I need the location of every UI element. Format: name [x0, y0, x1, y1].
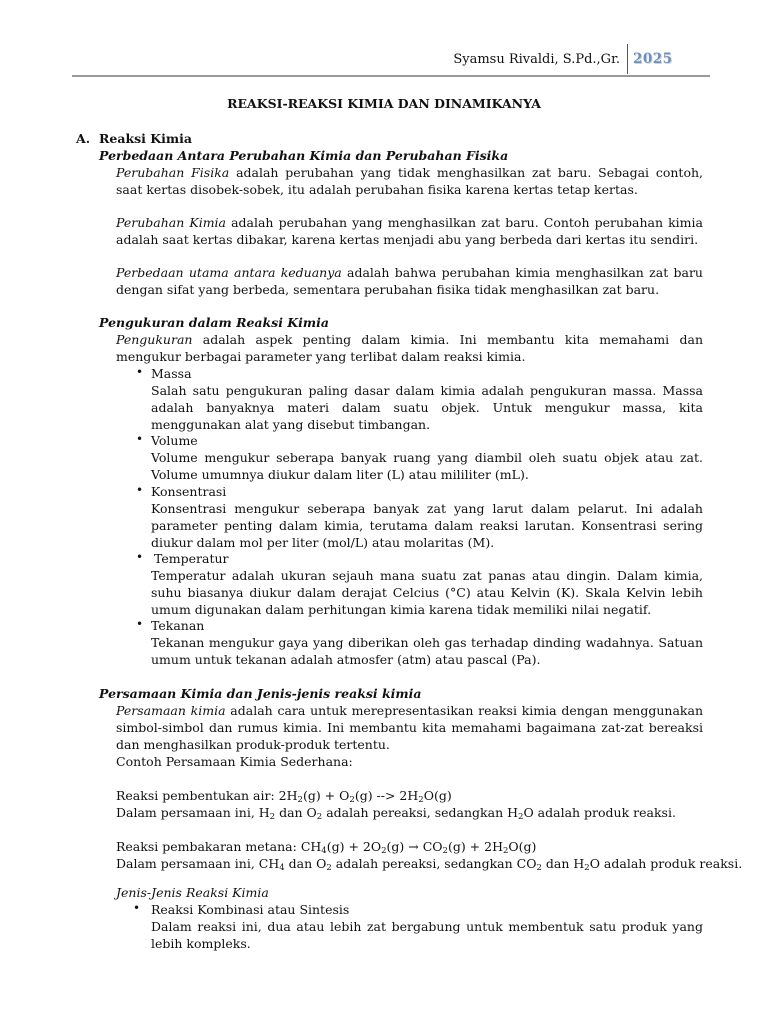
paragraph-perbedaan-utama — [116, 264, 703, 298]
explanation-part: O adalah produk reaksi. — [523, 805, 676, 820]
subheading-perbedaan: Perbedaan Antara Perubahan Kimia dan Perubahan Fisika — [99, 148, 509, 163]
explanation-part: O adalah produk reaksi. — [589, 856, 743, 871]
item-kombinasi-label: Reaksi Kombinasi atau Sintesis — [151, 902, 350, 917]
formula-part: CH — [300, 839, 322, 854]
item-konsentrasi-label: Konsentrasi — [151, 484, 227, 499]
item-konsentrasi-text: Konsentrasi mengukur seberapa banyak zat yang larut dalam pelarut. Ini adalah parameter penting dalam kimia, terutama dalam reaksi larutan. Konsentrasi sering diukur dalam mol per liter (mol/L) atau molaritas (M). — [151, 501, 703, 550]
explanation-part: adalah pereaksi, sedangkan H — [322, 805, 519, 820]
subscript: 2 — [518, 812, 524, 822]
formula-part: 2H — [278, 788, 298, 803]
subscript: 2 — [326, 863, 332, 873]
equation-methane-prefix: Reaksi pembakaran metana: — [116, 839, 301, 854]
bullet-icon: • — [136, 365, 144, 379]
term-pengukuran: Pengukuran — [116, 332, 193, 347]
section-a-heading: Reaksi Kimia — [99, 131, 192, 146]
paragraph-perubahan-fisika — [116, 164, 703, 198]
subscript: 2 — [418, 795, 424, 805]
formula-part: (g) → CO — [386, 839, 443, 854]
bullet-icon: • — [136, 550, 144, 564]
explanation-part: dan O — [284, 856, 327, 871]
document-title: REAKSI-REAKSI KIMIA DAN DINAMIKANYA — [227, 96, 541, 111]
equation-methane-explanation — [116, 855, 742, 872]
subscript: 2 — [349, 795, 355, 805]
term-perbedaan-utama: Perbedaan utama antara keduanya — [116, 265, 342, 280]
item-massa-text: Salah satu pengukuran paling dasar dalam kimia adalah pengukuran massa. Massa adalah banyaknya materi dalam suatu objek. Untuk mengukur massa, kita menggunakan alat yang disebut timbangan. — [151, 383, 703, 432]
section-a-marker: A. — [76, 131, 91, 146]
term-perubahan-kimia: Perubahan Kimia — [116, 215, 226, 230]
item-volume-label: Volume — [151, 433, 198, 448]
text-persamaan-kimia: adalah cara untuk merepresentasikan reaksi kimia dengan menggunakan simbol-simbol dan rumus kimia. Ini membantu kita memahami bagaimana zat-zat bereaksi dan menghasilkan produk-produk tertentu. — [116, 703, 703, 752]
term-perubahan-fisika: Perubahan Fisika — [116, 165, 230, 180]
text-pengukuran: adalah aspek penting dalam kimia. Ini membantu kita memahami dan mengukur berbagai parameter yang terlibat dalam reaksi kimia. — [116, 332, 703, 364]
item-temperatur-label: Temperatur — [154, 551, 229, 566]
item-kombinasi-text: Dalam reaksi ini, dua atau lebih zat bergabung untuk membentuk satu produk yang lebih kompleks. — [151, 919, 703, 951]
formula-part: (g) + 2H — [447, 839, 503, 854]
formula-part: O(g) — [508, 839, 537, 854]
item-temperatur-text: Temperatur adalah ukuran sejauh mana suatu zat panas atau dingin. Dalam kimia, suhu biasanya diukur dalam derajat Celcius (°C) atau Kelvin (K). Skala Kelvin lebih umum digunakan dalam perhitungan kimia karena tidak memiliki nilai negatif. — [151, 568, 703, 617]
equation-water-prefix: Reaksi pembentukan air: — [116, 788, 279, 803]
bullet-icon: • — [136, 617, 144, 631]
subscript: 4 — [321, 846, 327, 856]
text-perubahan-kimia: adalah perubahan yang menghasilkan zat baru. Contoh perubahan kimia adalah saat kertas dibakar, karena kertas menjadi abu yang berbeda dari kertas itu sendiri. — [116, 215, 703, 247]
item-tekanan-text: Tekanan mengukur gaya yang diberikan oleh gas terhadap dinding wadahnya. Satuan umum untuk tekanan adalah atmosfer (atm) atau pascal (Pa). — [151, 635, 703, 667]
subscript: 2 — [269, 812, 276, 822]
equation-water — [116, 787, 452, 804]
equation-water-explanation — [116, 804, 676, 821]
bullet-icon: • — [133, 901, 141, 915]
subscript: 2 — [442, 846, 448, 856]
subscript: 2 — [297, 795, 303, 805]
header-divider — [627, 44, 628, 74]
subscript: 2 — [502, 846, 509, 856]
explanation-part: Dalam persamaan ini, CH — [116, 856, 280, 871]
formula-part: O(g) — [423, 788, 452, 803]
header-author: Syamsu Rivaldi, S.Pd.,Gr. — [453, 52, 620, 67]
text-perubahan-fisika: adalah perubahan yang tidak menghasilkan zat baru. Sebagai contoh, saat kertas disobek-sobek, itu adalah perubahan fisika karena kertas tetap kertas. — [116, 165, 703, 197]
bullet-icon: • — [136, 483, 144, 497]
explanation-part: adalah pereaksi, sedangkan CO — [331, 856, 537, 871]
paragraph-perubahan-kimia — [116, 214, 703, 248]
paragraph-persamaan-intro — [116, 702, 703, 753]
equation-methane — [116, 838, 536, 855]
text-perbedaan-utama: adalah bahwa perubahan kimia menghasilkan zat baru dengan sifat yang berbeda, sementara perubahan fisika tidak menghasilkan zat baru. — [116, 265, 703, 297]
subheading-pengukuran: Pengukuran dalam Reaksi Kimia — [99, 315, 329, 330]
subscript: 4 — [279, 863, 285, 873]
item-massa-label: Massa — [151, 366, 192, 381]
subscript: 2 — [584, 863, 590, 873]
example-label: Contoh Persamaan Kimia Sederhana: — [116, 754, 353, 769]
subscript: 2 — [316, 812, 323, 822]
header-year: 2025 — [633, 51, 673, 67]
subheading-persamaan: Persamaan Kimia dan Jenis-jenis reaksi kimia — [99, 686, 422, 701]
header-rule — [72, 75, 710, 77]
item-tekanan-label: Tekanan — [151, 618, 205, 633]
explanation-part: Dalam persamaan ini, H — [116, 805, 270, 820]
subheading-jenis-reaksi: Jenis-Jenis Reaksi Kimia — [116, 885, 269, 900]
paragraph-pengukuran-intro — [116, 331, 703, 365]
formula-part: (g) + O — [302, 788, 350, 803]
explanation-part: dan H — [541, 856, 585, 871]
explanation-part: dan O — [275, 805, 317, 820]
subscript: 2 — [381, 846, 387, 856]
subscript: 2 — [536, 863, 542, 873]
bullet-icon: • — [136, 432, 144, 446]
formula-part: (g) --> 2H — [354, 788, 419, 803]
term-persamaan-kimia: Persamaan kimia — [116, 703, 226, 718]
formula-part: (g) + 2O — [326, 839, 382, 854]
item-volume-text: Volume mengukur seberapa banyak ruang yang diambil oleh suatu objek atau zat. Volume umumnya diukur dalam liter (L) atau mililiter (mL). — [151, 450, 703, 482]
